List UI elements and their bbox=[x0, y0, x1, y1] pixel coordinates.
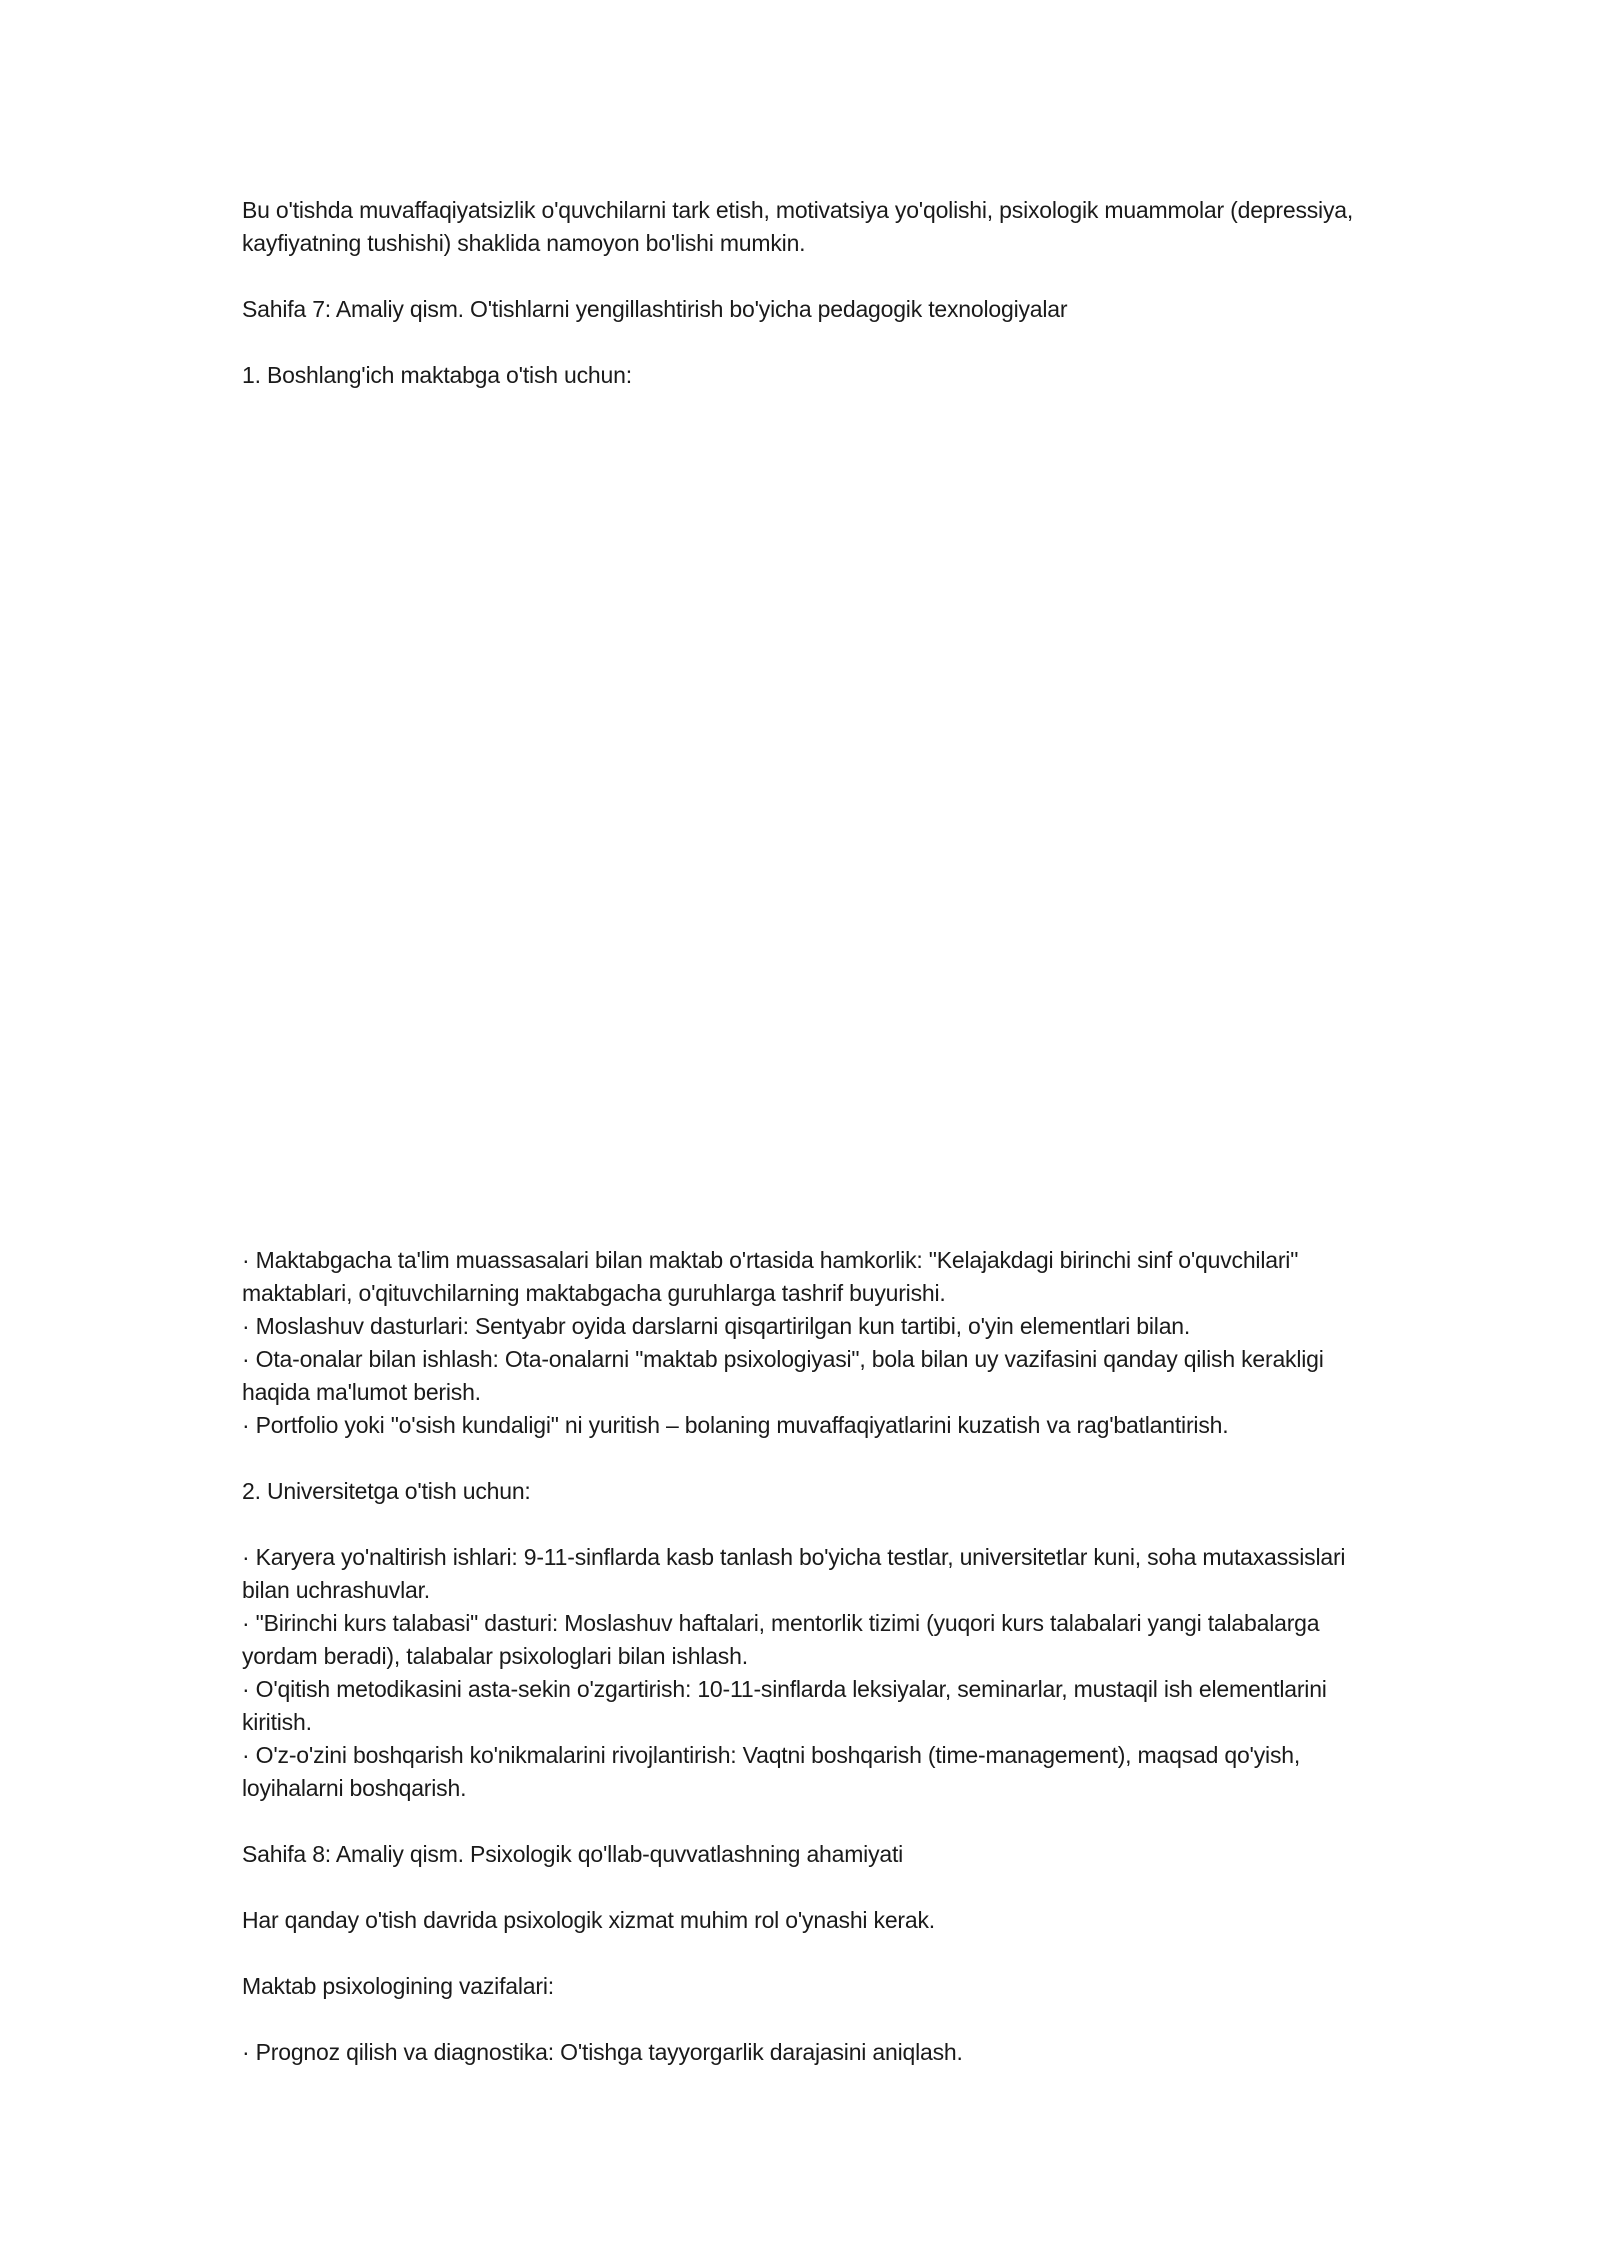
paragraph-gap bbox=[242, 1871, 1362, 1904]
list-item: · O'qitish metodikasini asta-sekin o'zgartirish: 10-11-sinflarda leksiyalar, seminarlar, mustaqil ish elementlarini kiritish. bbox=[242, 1676, 1327, 1735]
paragraph-gap bbox=[242, 1508, 1362, 1541]
intro-paragraph: Bu o'tishda muvaffaqiyatsizlik o'quvchilarni tark etish, motivatsiya yo'qolishi, psixologik muammolar (depressiya, kayfiyatning tushishi) shaklida namoyon bo'lishi mumkin. bbox=[242, 197, 1354, 256]
list-item: · Maktabgacha ta'lim muassasalari bilan maktab o'rtasida hamkorlik: "Kelajakdagi birinchi sinf o'quvchilari" maktablari, o'qituvchilarning maktabgacha guruhlarga tashrif buyurishi. bbox=[242, 1247, 1299, 1306]
page7-heading: Sahifa 7: Amaliy qism. O'tishlarni yengillashtirish bo'yicha pedagogik texnologiyalar bbox=[242, 296, 1068, 322]
university-heading: 2. Universitetga o'tish uchun: bbox=[242, 1478, 531, 1504]
list-item: · Prognoz qilish va diagnostika: O'tishga tayyorgarlik darajasini aniqlash. bbox=[242, 2039, 963, 2065]
paragraph-gap bbox=[242, 326, 1362, 359]
paragraph-gap bbox=[242, 1937, 1362, 1970]
paragraph-gap bbox=[242, 1805, 1362, 1838]
psychologist-tasks-heading: Maktab psixologining vazifalari: bbox=[242, 1973, 554, 1999]
list-item: · Ota-onalar bilan ishlash: Ota-onalarni "maktab psixologiyasi", bola bilan uy vazifasini qanday qilish kerakligi haqida ma'lumot berish. bbox=[242, 1346, 1324, 1405]
list-item: · O'z-o'zini boshqarish ko'nikmalarini rivojlantirish: Vaqtni boshqarish (time-management), maqsad qo'yish, loyihalarni boshqarish. bbox=[242, 1742, 1301, 1801]
paragraph-gap bbox=[242, 1442, 1362, 1475]
main-text-block bbox=[242, 1244, 1362, 2069]
primary-school-heading: 1. Boshlang'ich maktabga o'tish uchun: bbox=[242, 362, 632, 388]
top-text-block bbox=[242, 194, 1362, 392]
list-item: · Moslashuv dasturlari: Sentyabr oyida darslarni qisqartirilgan kun tartibi, o'yin elementlari bilan. bbox=[242, 1313, 1191, 1339]
paragraph-gap bbox=[242, 260, 1362, 293]
list-item: · Portfolio yoki "o'sish kundaligi" ni yuritish – bolaning muvaffaqiyatlarini kuzatish va rag'batlantirish. bbox=[242, 1412, 1229, 1438]
list-item: · "Birinchi kurs talabasi" dasturi: Moslashuv haftalari, mentorlik tizimi (yuqori kurs talabalari yangi talabalarga yordam beradi), talabalar psixologlari bilan ishlash. bbox=[242, 1610, 1320, 1669]
page8-heading: Sahifa 8: Amaliy qism. Psixologik qo'llab-quvvatlashning ahamiyati bbox=[242, 1841, 904, 1867]
list-item: · Karyera yo'naltirish ishlari: 9-11-sinflarda kasb tanlash bo'yicha testlar, universitetlar kuni, soha mutaxassislari bilan uchrashuvlar. bbox=[242, 1544, 1346, 1603]
page8-intro: Har qanday o'tish davrida psixologik xizmat muhim rol o'ynashi kerak. bbox=[242, 1907, 935, 1933]
paragraph-gap bbox=[242, 2003, 1362, 2036]
